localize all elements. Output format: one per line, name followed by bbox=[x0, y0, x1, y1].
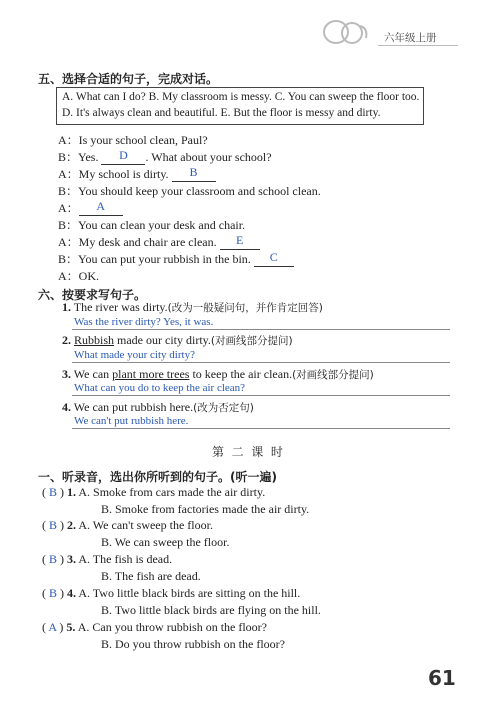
s6-item-2: 2. Rubbish made our city dirty.(对画线部分提问) bbox=[62, 333, 293, 347]
logo-icon bbox=[322, 18, 372, 46]
s6-item-1: 1. The river was dirty.(改为一般疑问句，并作肯定回答) bbox=[62, 300, 323, 314]
dialog-line-8: B：You can put your rubbish in the bin. C bbox=[58, 250, 294, 267]
header-logo bbox=[322, 18, 372, 46]
s6-answer-1: Was the river dirty? Yes, it was. bbox=[74, 316, 214, 328]
answer-blank: D bbox=[101, 152, 145, 165]
dialog-line-3: A：My school is dirty. B bbox=[58, 165, 216, 182]
dialog-line-2: B：Yes. D . What about your school? bbox=[58, 148, 272, 164]
s1-item-4b: B. Two little black birds are flying on the hill. bbox=[101, 603, 321, 617]
s1-item-3a: ( B ) 3. A. The fish is dead. bbox=[42, 552, 173, 566]
header-rule bbox=[378, 45, 458, 46]
s1-item-5a: ( A ) 5. A. Can you throw rubbish on the floor? bbox=[42, 620, 268, 634]
options-line-1: A. What can I do? B. My classroom is messy. C. You can sweep the floor too. bbox=[62, 91, 420, 103]
answer-rule bbox=[72, 428, 450, 429]
s1-item-2a: ( B ) 2. A. We can't sweep the floor. bbox=[42, 518, 213, 532]
answer-rule bbox=[72, 395, 450, 396]
page-number: 61 bbox=[428, 666, 456, 690]
dialog-line-1: A：Is your school clean, Paul? bbox=[58, 133, 208, 147]
dialog-line-9: A：OK. bbox=[58, 269, 99, 283]
s1-item-1b: B. Smoke from factories made the air dirty. bbox=[101, 502, 310, 516]
section6-title: 六、按要求写句子。 bbox=[38, 288, 147, 302]
options-line-2: D. It's always clean and beautiful. E. But the floor is messy and dirty. bbox=[62, 107, 381, 119]
lesson-title: 第 二 课 时 bbox=[212, 445, 283, 459]
answer-blank: C bbox=[254, 254, 294, 267]
s1-item-4a: ( B ) 4. A. Two little black birds are sitting on the hill. bbox=[42, 586, 301, 600]
answer-blank: A bbox=[79, 203, 123, 216]
s1-item-1a: ( B ) 1. A. Smoke from cars made the air dirty. bbox=[42, 485, 266, 499]
s6-answer-2: What made your city dirty? bbox=[74, 349, 195, 361]
answer-blank: B bbox=[172, 169, 216, 182]
s6-item-4: 4. We can put rubbish here.(改为否定句) bbox=[62, 400, 254, 414]
s1-item-5b: B. Do you throw rubbish on the floor? bbox=[101, 637, 285, 651]
dialog-line-4: B：You should keep your classroom and school clean. bbox=[58, 184, 321, 198]
dialog-line-7: A：My desk and chair are clean. E bbox=[58, 233, 260, 250]
s6-answer-4: We can't put rubbish here. bbox=[74, 415, 189, 427]
section5-title: 五、选择合适的句子，完成对话。 bbox=[38, 72, 219, 86]
answer-rule bbox=[72, 362, 450, 363]
s6-answer-3: What can you do to keep the air clean? bbox=[74, 382, 246, 394]
s6-item-3: 3. We can plant more trees to keep the air clean.(对画线部分提问) bbox=[62, 367, 374, 381]
s1-item-3b: B. The fish are dead. bbox=[101, 569, 201, 583]
answer-rule bbox=[72, 329, 450, 330]
grade-label: 六年级上册 bbox=[384, 32, 437, 44]
answer-blank: E bbox=[220, 237, 260, 250]
s1-item-2b: B. We can sweep the floor. bbox=[101, 535, 230, 549]
dialog-line-5: A： A bbox=[58, 199, 123, 216]
dialog-line-6: B：You can clean your desk and chair. bbox=[58, 218, 246, 232]
section1-title: 一、听录音，选出你所听到的句子。(听一遍) bbox=[38, 470, 277, 484]
